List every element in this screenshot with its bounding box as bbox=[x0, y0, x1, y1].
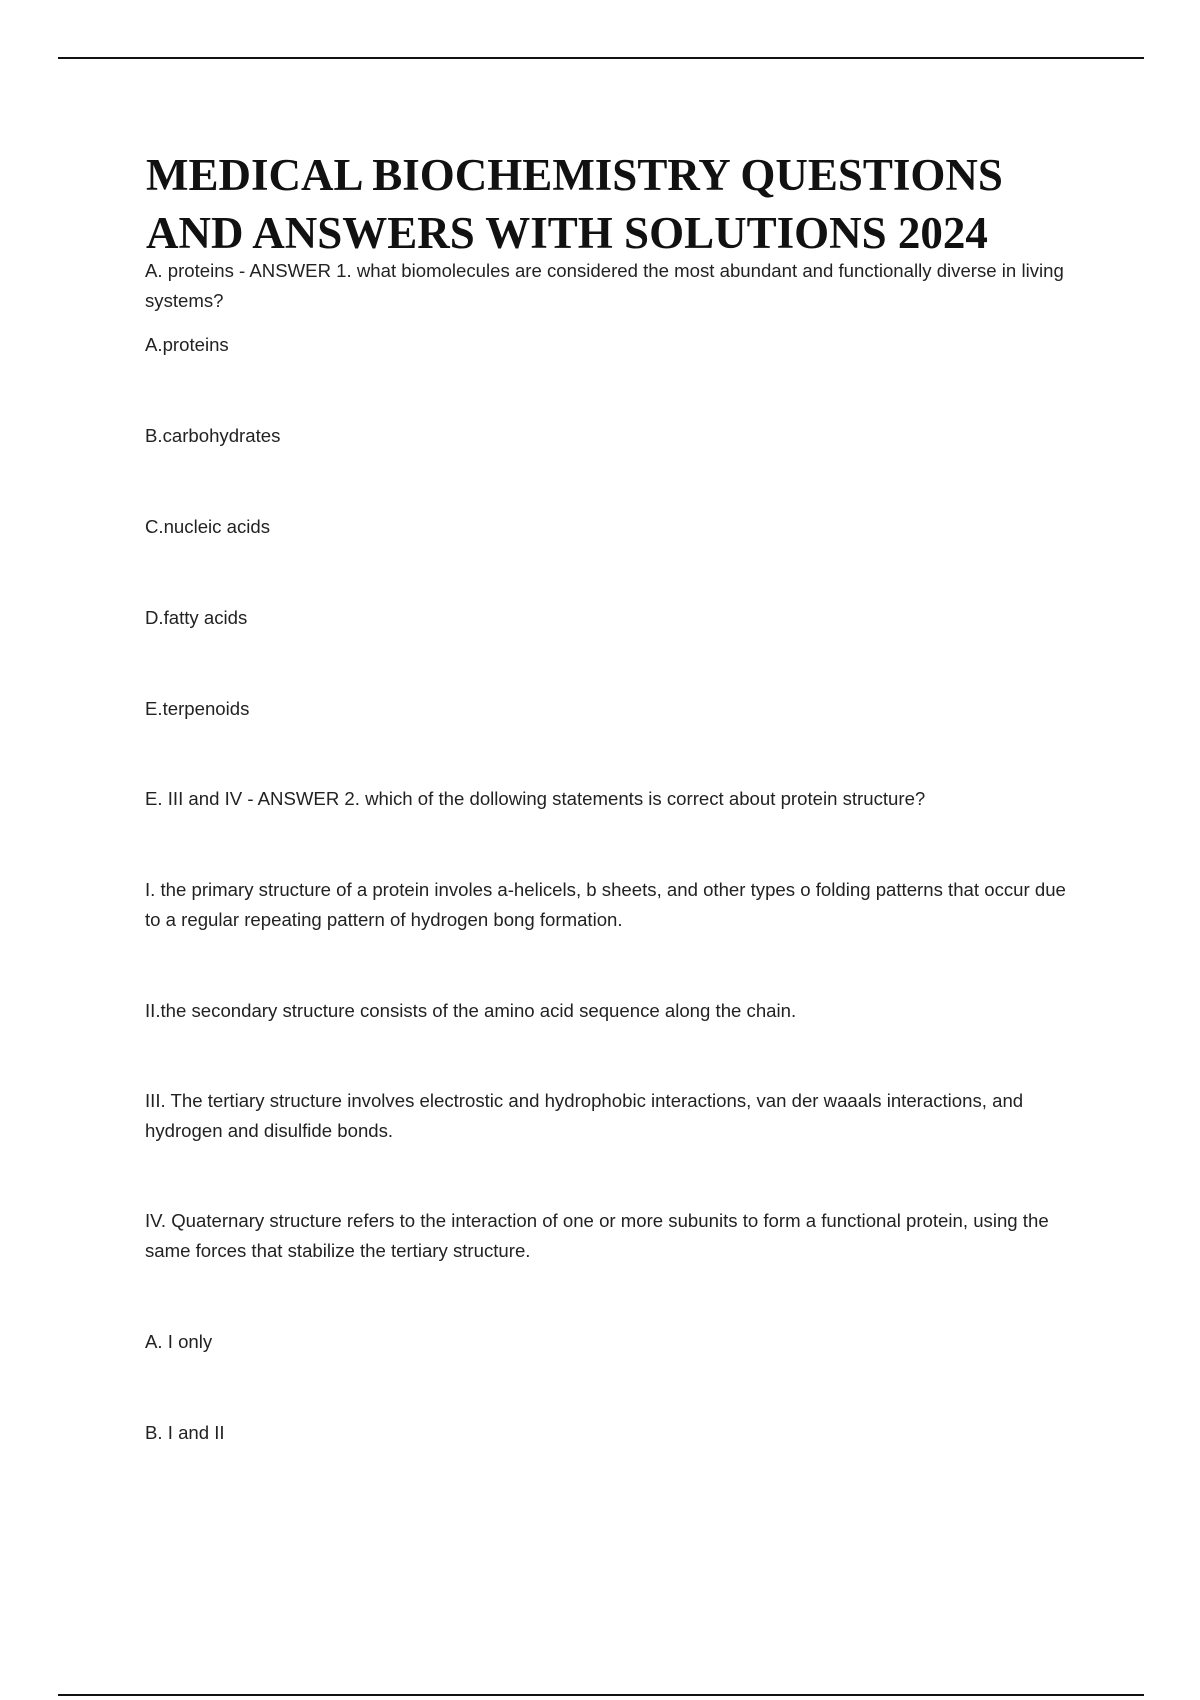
q2-statement-3: III. The tertiary structure involves electrostic and hydrophobic interactions, van der waaals interactions, and hydrogen and disulfide bonds. bbox=[145, 1090, 1024, 1141]
q2-statement-4: IV. Quaternary structure refers to the interaction of one or more subunits to form a functional protein, using the same forces that stabilize the tertiary structure. bbox=[145, 1210, 1049, 1261]
top-rule bbox=[58, 57, 1144, 59]
question-2-text: E. III and IV - ANSWER 2. which of the dollowing statements is correct about protein structure? bbox=[145, 788, 926, 809]
q2-option-a: A. I only bbox=[145, 1331, 213, 1352]
question-1-text: A. proteins - ANSWER 1. what biomolecules are considered the most abundant and functionally diverse in living systems? bbox=[145, 260, 1064, 311]
document-title: MEDICAL BIOCHEMISTRY QUESTIONS AND ANSWERS WITH SOLUTIONS 2024 bbox=[146, 150, 1003, 258]
q1-option-b: B.carbohydrates bbox=[145, 425, 281, 446]
q2-option-b: B. I and II bbox=[145, 1422, 225, 1443]
q2-statement-2: II.the secondary structure consists of the amino acid sequence along the chain. bbox=[145, 1000, 797, 1021]
q1-option-a: A.proteins bbox=[145, 334, 229, 355]
q2-statement-1: I. the primary structure of a protein involes a-helicels, b sheets, and other types o folding patterns that occur due to a regular repeating pattern of hydrogen bong formation. bbox=[145, 879, 1066, 930]
q1-option-e: E.terpenoids bbox=[145, 698, 250, 719]
q1-option-d: D.fatty acids bbox=[145, 607, 248, 628]
bottom-rule bbox=[58, 1694, 1144, 1696]
q1-option-c: C.nucleic acids bbox=[145, 516, 271, 537]
